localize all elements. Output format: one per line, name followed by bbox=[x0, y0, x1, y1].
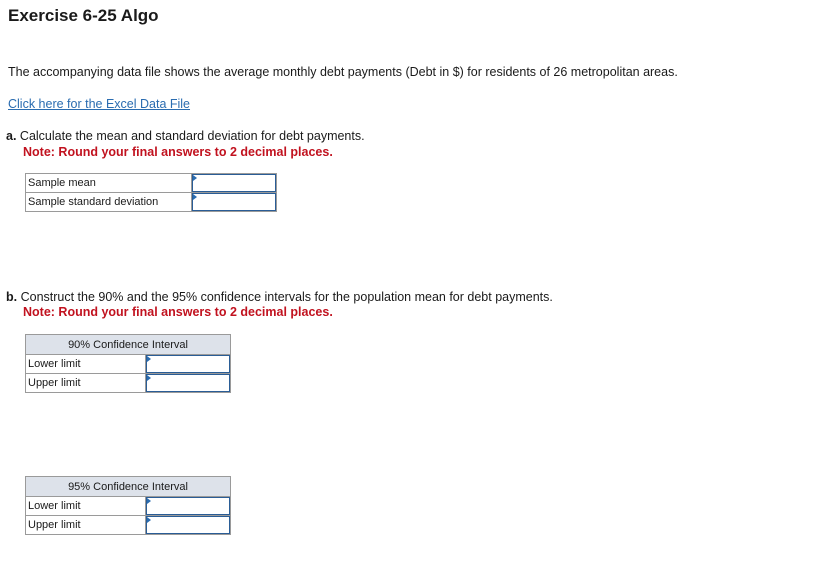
sample-mean-input[interactable] bbox=[192, 174, 276, 192]
flag-icon bbox=[193, 194, 197, 200]
question-b-letter: b. bbox=[6, 290, 18, 304]
table-row bbox=[26, 193, 277, 212]
flag-icon bbox=[147, 375, 151, 381]
table-header-row bbox=[26, 335, 231, 355]
ci95-header: 95% Confidence Interval bbox=[26, 477, 231, 497]
ci90-lower-cell bbox=[146, 355, 231, 374]
table-row bbox=[26, 374, 231, 393]
ci95-table bbox=[25, 476, 231, 535]
ci90-table bbox=[25, 334, 231, 393]
question-b-text: Construct the 90% and the 95% confidence intervals for the population mean for debt payments. bbox=[20, 290, 553, 304]
ci95-lower-label: Lower limit bbox=[26, 497, 146, 516]
exercise-title: Exercise 6-25 Algo bbox=[8, 6, 159, 25]
note-b: Note: Round your final answers to 2 decimal places. bbox=[23, 305, 333, 319]
ci95-upper-cell bbox=[146, 516, 231, 535]
question-a bbox=[6, 129, 365, 143]
ci90-upper-label: Upper limit bbox=[26, 374, 146, 393]
flag-icon bbox=[147, 356, 151, 362]
question-b bbox=[6, 290, 553, 304]
excel-data-file-link[interactable]: Click here for the Excel Data File bbox=[8, 97, 191, 111]
answer-table-a bbox=[25, 173, 277, 212]
flag-icon bbox=[147, 517, 151, 523]
table-row bbox=[26, 516, 231, 535]
sample-sd-label: Sample standard deviation bbox=[26, 193, 192, 212]
ci90-header: 90% Confidence Interval bbox=[26, 335, 231, 355]
question-a-letter: a. bbox=[6, 129, 17, 143]
question-a-text: Calculate the mean and standard deviation for debt payments. bbox=[19, 129, 365, 143]
ci90-lower-label: Lower limit bbox=[26, 355, 146, 374]
sample-mean-cell bbox=[192, 174, 277, 193]
table-row bbox=[26, 174, 277, 193]
flag-icon bbox=[147, 498, 151, 504]
sample-mean-label: Sample mean bbox=[26, 174, 192, 193]
intro-text: The accompanying data file shows the average monthly debt payments (Debt in $) for residents of 26 metropolitan areas. bbox=[8, 65, 678, 79]
sample-sd-cell bbox=[192, 193, 277, 212]
ci90-upper-input[interactable] bbox=[146, 374, 230, 392]
ci95-upper-input[interactable] bbox=[146, 516, 230, 534]
ci90-lower-input[interactable] bbox=[146, 355, 230, 373]
flag-icon bbox=[193, 175, 197, 181]
ci95-lower-input[interactable] bbox=[146, 497, 230, 515]
ci95-lower-cell bbox=[146, 497, 231, 516]
table-row bbox=[26, 355, 231, 374]
table-header-row bbox=[26, 477, 231, 497]
ci90-upper-cell bbox=[146, 374, 231, 393]
ci95-upper-label: Upper limit bbox=[26, 516, 146, 535]
note-a: Note: Round your final answers to 2 decimal places. bbox=[23, 145, 333, 159]
table-row bbox=[26, 497, 231, 516]
sample-sd-input[interactable] bbox=[192, 193, 276, 211]
